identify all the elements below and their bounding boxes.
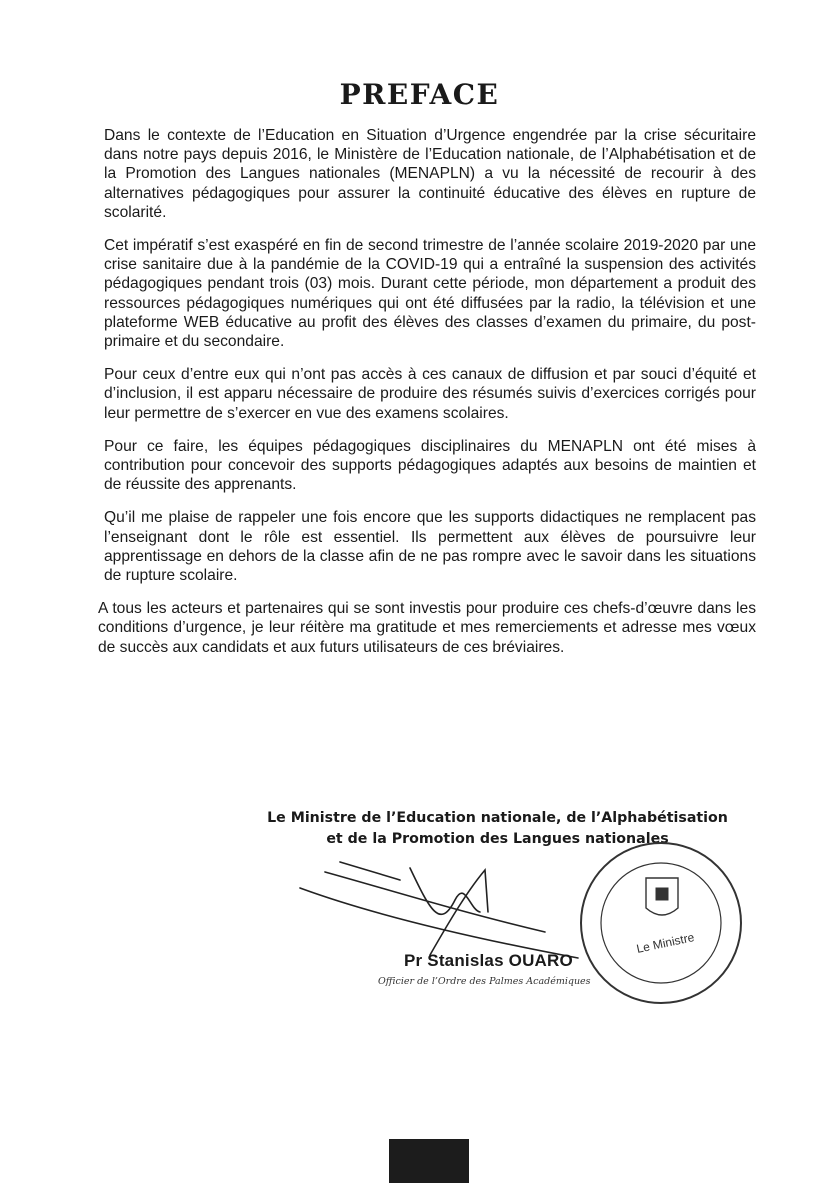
page-title: PREFACE xyxy=(339,78,500,111)
paragraph-1: Dans le contexte de l’Education en Situation d’Urgence engendrée par la crise sécuritaire dans notre pays depuis 2016, le Ministère de l’Education nationale, de l’Alphabétisation et de la Promotion des Langues nationales (MENAPLN) a vu la nécessité de recourir à des alternatives pédagogiques pour assurer la continuité éducative des élèves en rupture de scolarité. xyxy=(104,127,756,221)
paragraph-6: A tous les acteurs et partenaires qui se sont investis pour produire ces chefs-d’œuvre dans les conditions d’urgence, je leur réitère ma gratitude et mes remerciements et adresse mes vœux de succès aux candidats et aux futurs utilisateurs de ces bréviaires. xyxy=(98,600,756,656)
paragraph-5: Qu’il me plaise de rappeler une fois encore que les supports didactiques ne remplacent pas l’enseignant dont le rôle est essentiel. Ils permettent aux élèves de poursuivre leur apprentissage en dehors de la classe afin de ne pas rompre avec le savoir dans les situations de rupture scolaire. xyxy=(104,509,756,585)
signatory-distinction: Officier de l’Ordre des Palmes Académiques xyxy=(378,976,591,987)
paragraph-4: Pour ce faire, les équipes pédagogiques disciplinaires du MENAPLN ont été mises à contribution pour concevoir des supports pédagogiques adaptés aux besoins de maintien et de réussite des apprenants. xyxy=(104,437,756,494)
signatory-name: Pr Stanislas OUARO xyxy=(404,951,573,970)
signatory-title-line-1: Le Ministre de l’Education nationale, de l’Alphabétisation xyxy=(267,810,728,826)
paragraph-3: Pour ceux d’entre eux qui n’ont pas accès à ces canaux de diffusion et par souci d’équité et d’inclusion, il est apparu nécessaire de produire des résumés suivis d’exercices corrigés pour leur permettre de s’exercer en vue des examens scolaires. xyxy=(104,366,756,422)
paragraph-2: Cet impératif s’est exaspéré en fin de second trimestre de l’année scolaire 2019-2020 par une crise sanitaire due à la pandémie de la COVID-19 qui a entraîné la suspension des activités pédagogiques pendant trois (03) mois. Durant cette période, mon département a produit des ressources pédagogiques numériques qui ont été diffusées par la radio, la télévision et une plateforme WEB éducative au profit des élèves des classes d’examen du primaire, du post-primaire et du secondaire. xyxy=(104,237,756,351)
official-stamp xyxy=(576,838,746,1008)
stamp-label: Le Ministre xyxy=(635,930,696,956)
page-number-tab xyxy=(389,1139,469,1183)
signatory-title-line-2: et de la Promotion des Langues nationales xyxy=(326,831,669,847)
preface-body xyxy=(98,126,756,671)
